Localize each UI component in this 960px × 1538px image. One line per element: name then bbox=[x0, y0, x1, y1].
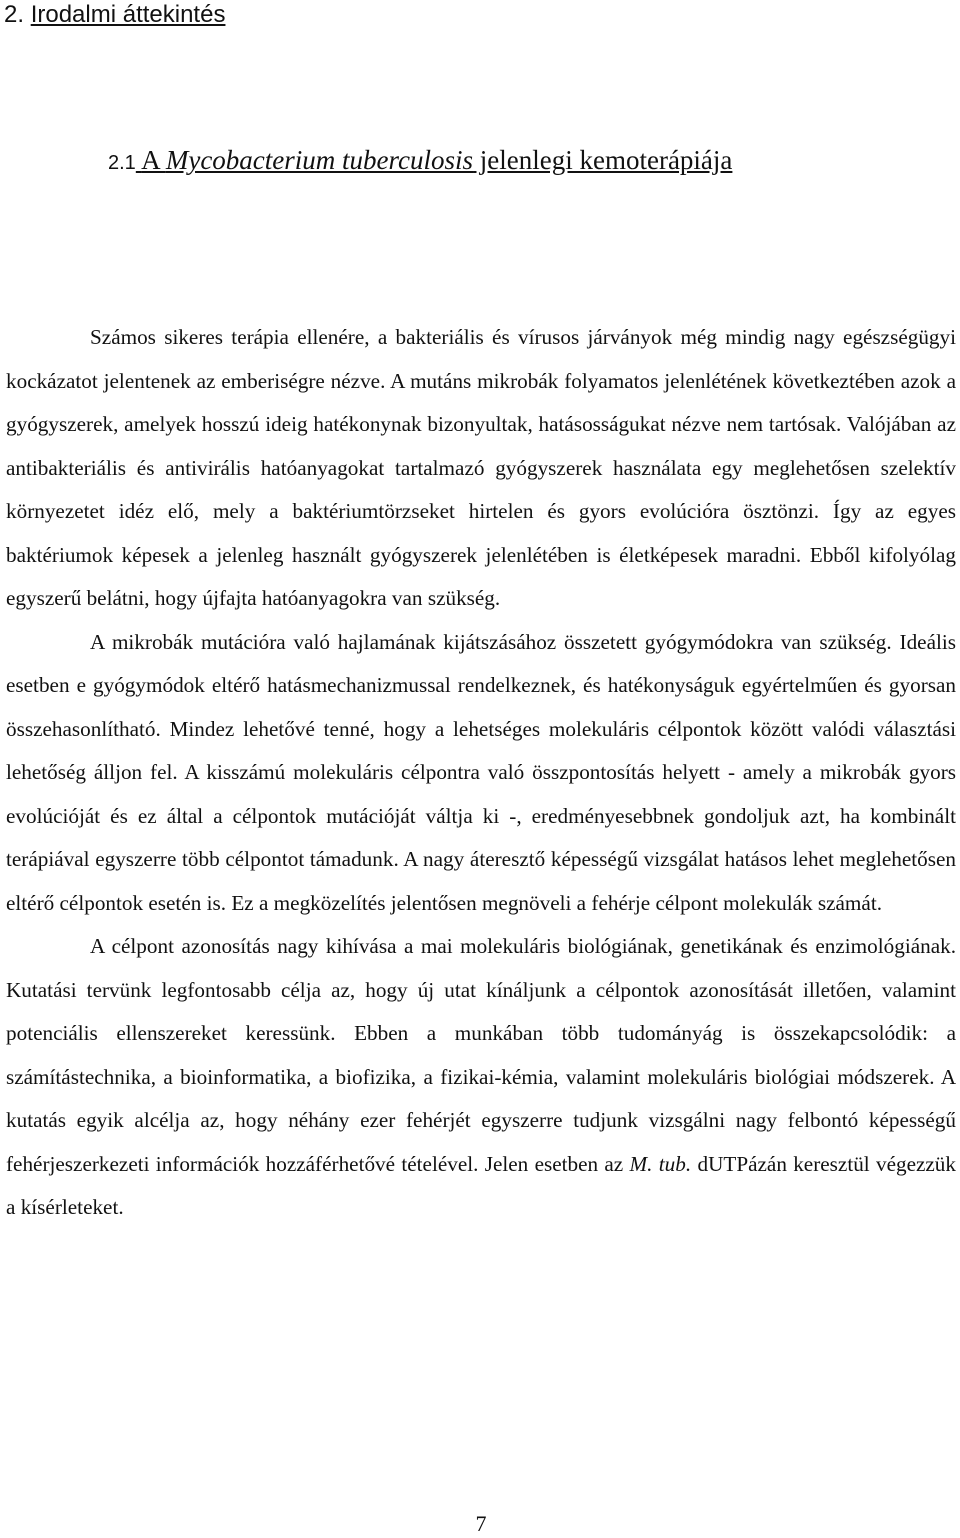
section-title-suffix: jelenlegi kemoterápiája bbox=[473, 145, 733, 175]
chapter-number: 2. bbox=[4, 1, 25, 28]
paragraph-1: Számos sikeres terápia ellenére, a bakteriális és vírusos járványok még mindig nagy egészségügyi kockázatot jelentenek az emberiségre nézve. A mutáns mikrobák folyamatos jelenlétének következtében azok a gyógyszerek, amelyek hosszú ideig hatékonynak bizonyultak, hatásosságukat nézve nem tartósak. Valójában az antibakteriális és antivirális hatóanyagokat tartalmazó gyógyszerek használata egy meglehetősen szelektív környezetet idéz elő, mely a baktériumtörzseket hirtelen és gyors evolúcióra ösztönzi. Így az egyes baktériumok képesek a jelenleg használt gyógyszerek jelenlétében is életképesek maradni. Ebből kifolyólag egyszerű belátni, hogy újfajta hatóanyagokra van szükség. bbox=[6, 325, 956, 610]
paragraph-3 bbox=[6, 925, 956, 1230]
paragraph-3-species-abbrev: M. tub. bbox=[629, 1151, 692, 1176]
section-title-organism: Mycobacterium tuberculosis bbox=[165, 145, 474, 175]
section-title bbox=[141, 145, 732, 175]
paragraph-3-text-after: dUTPázán keresztül végezzük a kísérleteket. bbox=[6, 1151, 956, 1219]
page-number: 7 bbox=[475, 1511, 487, 1536]
paragraph-2: A mikrobák mutációra való hajlamának kijátszásához összetett gyógymódokra van szükség. Ideális esetben e gyógymódok eltérő hatásmechanizmussal rendelkeznek, és hatékonyságuk egyértelműen és gyorsan összehasonlítható. Mindez lehetővé tenné, hogy a lehetséges molekuláris célpontok között valódi választási lehetőség álljon fel. A kisszámú molekuláris célpontra való összpontosítás helyett - amely a mikrobák gyors evolúcióját és ez által a célpontok mutációját váltja ki -, eredményesebbnek gondoljuk azt, ha kombinált terápiával egyszerre több célpontot támadunk. A nagy áteresztő képességű vizsgálat hatásos lehet meglehetősen eltérő célpontok esetén is. Ez a megközelítés jelentősen megnöveli a fehérje célpont molekulák számát. bbox=[6, 629, 956, 915]
section-title-prefix: A bbox=[141, 145, 166, 175]
chapter-title: Irodalmi áttekintés bbox=[30, 1, 226, 28]
section-heading bbox=[108, 142, 732, 181]
paragraph-3-text-before: A célpont azonosítás nagy kihívása a mai molekuláris biológiának, genetikának és enzimológiának. Kutatási tervünk legfontosabb célja az, hogy új utat kínáljunk a célpontok azonosítását illetően, valamint potenciális ellenszereket keressünk. Ebben a munkában több tudományág is összekapcsolódik: a számítástechnika, a bioinformatika, a biofizika, a fizikai-kémia, valamint molekuláris biológiai módszerek. A kutatás egyik alcélja az, hogy néhány ezer fehérjét egyszerre tudjunk vizsgálni nagy felbontó képességű fehérjeszerkezeti információk hozzáférhetővé tételével. Jelen esetben az bbox=[6, 934, 956, 1176]
section-number: 2.1 bbox=[108, 152, 136, 174]
chapter-heading bbox=[4, 0, 225, 32]
body-text bbox=[6, 316, 956, 1230]
